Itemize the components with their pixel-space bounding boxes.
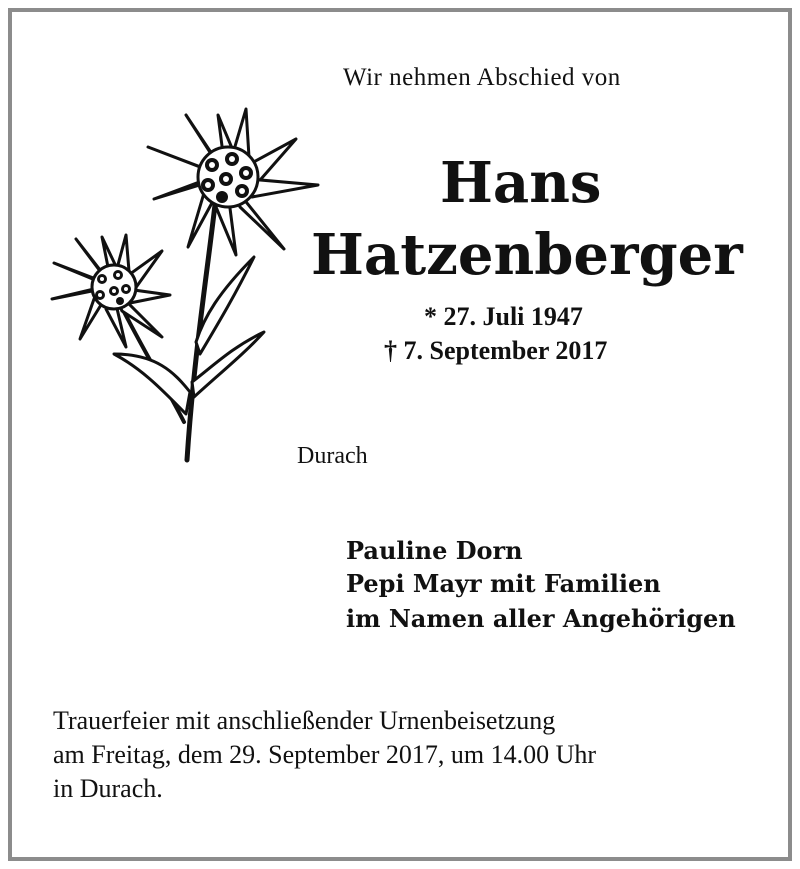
intro-line: Wir nehmen Abschied von	[343, 64, 621, 91]
edelweiss-icon	[34, 92, 334, 472]
mourner-line: im Namen aller Angehörigen	[346, 604, 736, 633]
funeral-info-line: am Freitag, dem 29. September 2017, um 14.00 Uhr	[53, 740, 597, 769]
mourner-line: Pauline Dorn	[346, 536, 523, 565]
funeral-info-line: Trauerfeier mit anschließender Urnenbeisetzung	[53, 706, 556, 735]
deceased-first-name: Hans	[440, 150, 602, 216]
mourner-line: Pepi Mayr mit Familien	[346, 569, 661, 598]
place-name: Durach	[297, 443, 368, 469]
funeral-info-line: in Durach.	[53, 774, 163, 803]
death-date: † 7. September 2017	[384, 336, 608, 365]
birth-date: * 27. Juli 1947	[424, 302, 583, 331]
deceased-last-name: Hatzenberger	[311, 222, 743, 288]
